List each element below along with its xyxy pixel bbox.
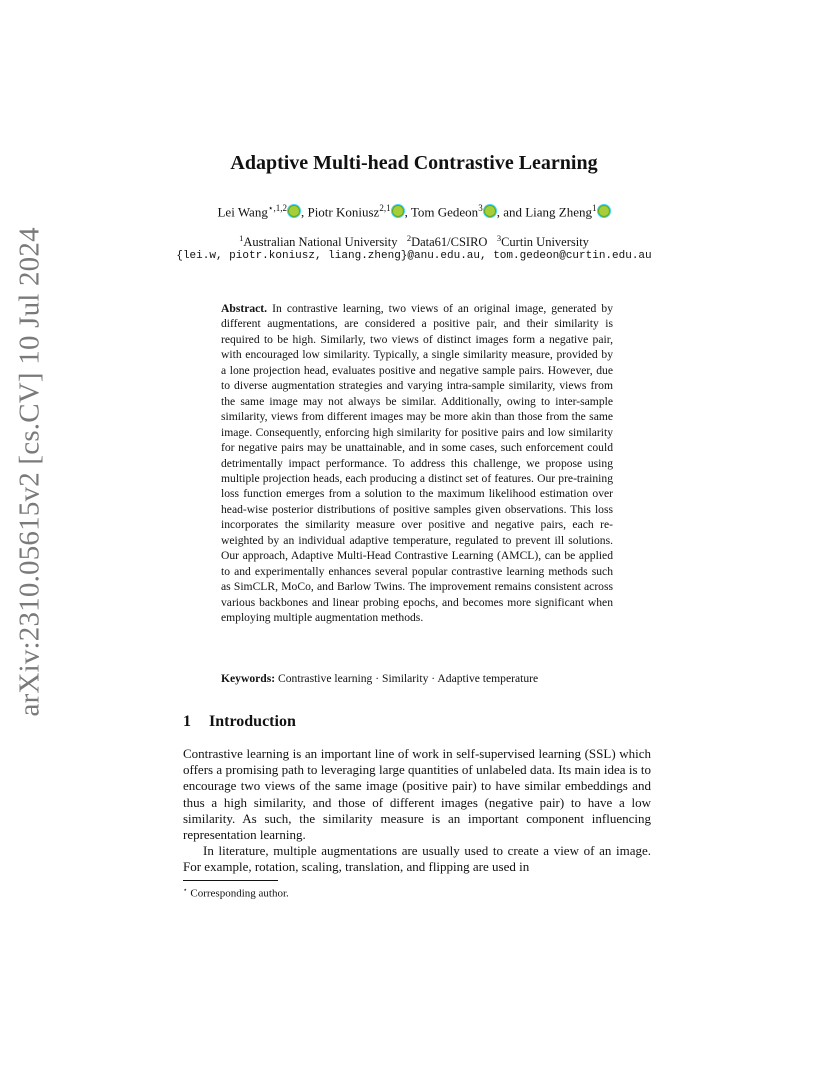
introduction-body [183,746,651,876]
affiliation-name: Data61/CSIRO [411,235,488,250]
keywords [221,672,613,685]
keywords-text: Contrastive learning · Similarity · Adaptive temperature [278,672,539,685]
footnote-text: Corresponding author. [190,887,289,900]
affiliation-sup: 1 [239,233,244,243]
paper-title: Adaptive Multi-head Contrastive Learning [230,152,598,174]
orcid-icon[interactable] [484,205,496,217]
arxiv-id-text: arXiv:2310.05615v2 [cs.CV] 10 Jul 2024 [13,227,46,717]
author-sup: 1 [592,203,597,213]
affiliation-sup: 3 [496,233,502,243]
author-emails[interactable]: {lei.w, piotr.koniusz, liang.zheng}@anu.edu.au, tom.gedeon@curtin.edu.au [176,250,652,262]
author-name: Lei Wang [217,204,268,220]
orcid-icon[interactable] [288,205,300,217]
section-title: Introduction [209,713,296,730]
author-name: Tom Gedeon [410,204,479,220]
affiliation-name: Australian National University [243,235,398,250]
orcid-icon[interactable] [392,205,404,217]
affiliations [0,233,828,250]
footnote-rule [183,880,278,881]
affiliation-sup: 2 [406,233,412,243]
abstract [221,301,613,626]
paragraph: Contrastive learning is an important line of work in self-supervised learning (SSL) which offers a promising path to leveraging large quantities of unlabeled data. Its main idea is to encourage two views of the same image (positive pair) to have similar embeddings and thus a high similarity, and those of different images (negative pair) to have a low similarity. As such, the similarity measure is an important component influencing representation learning. [183,746,651,843]
section-heading [183,713,296,731]
author-sup: 3 [478,203,483,213]
author-separator: , and [496,204,526,220]
author-name: Liang Zheng [525,204,593,220]
footnote-mark: ⋆ [183,886,188,894]
author-separator: , [404,204,411,220]
orcid-icon[interactable] [598,205,610,217]
paragraph: In literature, multiple augmentations are usually used to create a view of an image. For example, rotation, scaling, translation, and flipping are used in [183,843,651,875]
affiliation-name: Curtin University [501,235,589,250]
author-list [0,203,828,220]
author-name: Piotr Koniusz [307,204,380,220]
section-number: 1 [183,713,191,730]
author-separator: , [300,204,308,220]
abstract-label: Abstract. [221,302,268,315]
abstract-text: In contrastive learning, two views of an original image, generated by different augmentations, are considered a positive pair, and their similarity is required to be high. Similarly, two views of distinct images form a negative pair, with encouraged low similarity. Typically, a single similarity measure, provided by a lone projection head, evaluates positive and negative sample pairs. However, due to diverse augmentation strategies and varying intra-sample similarity, views from the same image may not always be similar. Additionally, owing to inter-sample similarity, views from different images may be more akin than those from the same image. Consequently, enforcing high similarity for positive pairs and low similarity for negative pairs may be unattainable, and in some cases, such enforcement could detrimentally impact performance. To address this challenge, we propose using multiple projection heads, each producing a distinct set of features. Our pre-training loss function emerges from a solution to the maximum likelihood estimation over head-wise posterior distributions of positive samples given observations. This loss incorporates the similarity measure over positive and negative pairs, each re-weighted by an individual adaptive temperature, regulated to prevent ill solutions. Our approach, Adaptive Multi-Head Contrastive Learning (AMCL), can be applied to and experimentally enhances several popular contrastive learning methods such as SimCLR, MoCo, and Barlow Twins. The improvement remains consistent across various backbones and linear probing epochs, and becomes more significant when employing multiple augmentation methods. [221,302,613,625]
author-sup: ⋆,1,2 [267,203,287,213]
footnote [183,886,289,900]
keywords-label: Keywords: [221,672,276,685]
author-sup: 2,1 [379,203,391,213]
